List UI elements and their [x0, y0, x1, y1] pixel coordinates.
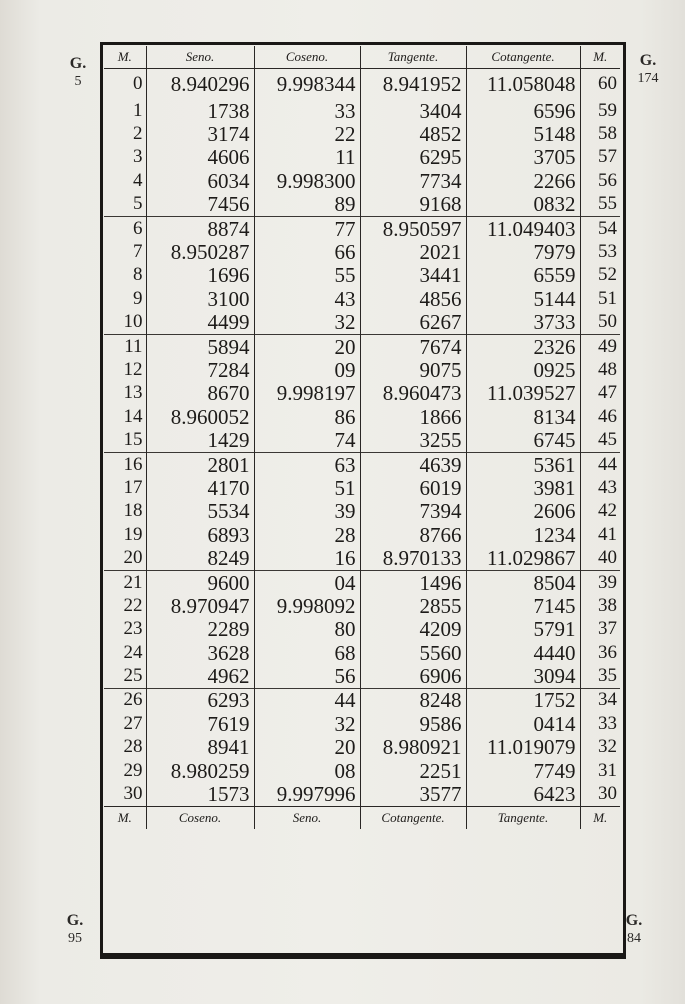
value-cell: 3441 [360, 264, 466, 287]
table-row [104, 193, 620, 217]
table-row [104, 264, 620, 287]
table-row [104, 216, 620, 240]
minute-cell: 40 [598, 547, 617, 569]
value-cell: 6019 [360, 476, 466, 499]
value-cell: 8.960052 [146, 405, 254, 428]
minute-cell: 5 [104, 193, 146, 217]
value-cell: 33 [254, 99, 360, 122]
minute-cell: 32 [598, 736, 617, 758]
minute-cell: 12 [104, 358, 146, 381]
minute-cell: 30 [104, 782, 146, 806]
minute-cell: 11 [104, 334, 146, 358]
footer-cell: Seno. [254, 806, 360, 829]
footer-cell: M. [104, 806, 146, 829]
value-cell: 9075 [360, 358, 466, 381]
value-cell: 5148 [466, 122, 580, 145]
value-cell: 5361 [466, 452, 580, 476]
value-cell: 1429 [146, 428, 254, 452]
margin-number: 174 [637, 71, 659, 86]
value-cell: 3628 [146, 641, 254, 664]
value-cell: 56 [254, 664, 360, 688]
minute-cell: 28 [104, 736, 146, 759]
table-row [104, 641, 620, 664]
minute-cell: 10 [104, 311, 146, 335]
minute-cell: 3 [104, 146, 146, 169]
table-row [104, 546, 620, 570]
minute-cell: 23 [104, 618, 146, 641]
minute-cell: 25 [104, 664, 146, 688]
minute-cell: 20 [104, 546, 146, 570]
value-cell: 11 [254, 146, 360, 169]
value-cell: 3255 [360, 428, 466, 452]
minute-cell: 16 [104, 452, 146, 476]
table-row [104, 736, 620, 759]
minute-cell: 36 [598, 641, 617, 663]
value-cell: 6295 [360, 146, 466, 169]
value-cell: 1496 [360, 570, 466, 594]
table-row [104, 358, 620, 381]
margin-note-bottom-left [55, 912, 95, 948]
minute-cell: 59 [598, 99, 617, 121]
value-cell: 2606 [466, 500, 580, 523]
value-cell: 8.970947 [146, 594, 254, 617]
minute-cell: 14 [104, 405, 146, 428]
table-row [104, 570, 620, 594]
table-row [104, 428, 620, 452]
minute-cell: 18 [104, 500, 146, 523]
value-cell: 4440 [466, 641, 580, 664]
table-row [104, 618, 620, 641]
value-cell: 9.998092 [254, 594, 360, 617]
table-row [104, 69, 620, 100]
value-cell: 09 [254, 358, 360, 381]
table-row [104, 688, 620, 712]
value-cell: 08 [254, 759, 360, 782]
value-cell: 5894 [146, 334, 254, 358]
minute-cell: 30 [598, 783, 617, 805]
value-cell: 04 [254, 570, 360, 594]
value-cell: 8.980259 [146, 759, 254, 782]
minute-cell: 56 [598, 169, 617, 191]
value-cell: 6596 [466, 99, 580, 122]
value-cell: 11.058048 [466, 69, 580, 100]
value-cell: 5791 [466, 618, 580, 641]
margin-letter: G. [625, 912, 643, 929]
value-cell: 89 [254, 193, 360, 217]
value-cell: 86 [254, 405, 360, 428]
value-cell: 8.950597 [360, 216, 466, 240]
minute-cell: 1 [104, 99, 146, 122]
minute-cell: 47 [598, 382, 617, 404]
margin-letter: G. [639, 52, 657, 69]
minute-cell: 60 [598, 73, 617, 94]
value-cell: 32 [254, 311, 360, 335]
value-cell: 8.940296 [146, 69, 254, 100]
table-row [104, 452, 620, 476]
value-cell: 4499 [146, 311, 254, 335]
value-cell: 9168 [360, 193, 466, 217]
minute-cell: 39 [580, 570, 620, 594]
value-cell: 3174 [146, 122, 254, 145]
value-cell: 4606 [146, 146, 254, 169]
value-cell: 7456 [146, 193, 254, 217]
value-cell: 3094 [466, 664, 580, 688]
value-cell: 8248 [360, 688, 466, 712]
value-cell: 6906 [360, 664, 466, 688]
minute-cell: 42 [598, 500, 617, 522]
minute-cell: 51 [598, 287, 617, 309]
header-cell: Cotangente. [466, 46, 580, 69]
value-cell: 6423 [466, 782, 580, 806]
value-cell: 8.941952 [360, 69, 466, 100]
minute-cell: 49 [580, 334, 620, 358]
minute-cell: 9 [104, 287, 146, 310]
minute-cell: 55 [598, 193, 617, 215]
minute-cell: 31 [598, 759, 617, 781]
minute-cell: 43 [598, 476, 617, 498]
minute-cell: 52 [598, 264, 617, 286]
value-cell: 68 [254, 641, 360, 664]
minute-cell: 15 [104, 428, 146, 452]
value-cell: 2251 [360, 759, 466, 782]
minute-cell: 58 [598, 123, 617, 145]
margin-letter: G. [66, 912, 84, 929]
value-cell: 16 [254, 546, 360, 570]
table-row [104, 712, 620, 735]
value-cell: 77 [254, 216, 360, 240]
footer-row [104, 806, 620, 829]
value-cell: 7145 [466, 594, 580, 617]
value-cell: 2021 [360, 240, 466, 263]
value-cell: 51 [254, 476, 360, 499]
table-row [104, 146, 620, 169]
minute-cell: 8 [104, 264, 146, 287]
value-cell: 9.998300 [254, 169, 360, 192]
value-cell: 8.970133 [360, 546, 466, 570]
minute-cell: 21 [104, 570, 146, 594]
value-cell: 7734 [360, 169, 466, 192]
value-cell: 8249 [146, 546, 254, 570]
table-row [104, 500, 620, 523]
value-cell: 1696 [146, 264, 254, 287]
table-row [104, 594, 620, 617]
value-cell: 55 [254, 264, 360, 287]
value-cell: 4170 [146, 476, 254, 499]
minute-cell: 13 [104, 382, 146, 405]
header-cell: Seno. [146, 46, 254, 69]
minute-cell: 41 [598, 523, 617, 545]
value-cell: 3404 [360, 99, 466, 122]
table-body [104, 69, 620, 807]
minute-cell: 27 [104, 712, 146, 735]
value-cell: 7284 [146, 358, 254, 381]
minute-cell: 53 [598, 241, 617, 263]
value-cell: 4962 [146, 664, 254, 688]
log-table [104, 46, 620, 829]
value-cell: 4852 [360, 122, 466, 145]
value-cell: 2801 [146, 452, 254, 476]
value-cell: 1573 [146, 782, 254, 806]
value-cell: 0414 [466, 712, 580, 735]
header-cell: M. [104, 46, 146, 69]
value-cell: 20 [254, 334, 360, 358]
value-cell: 0925 [466, 358, 580, 381]
value-cell: 6745 [466, 428, 580, 452]
minute-cell: 4 [104, 169, 146, 192]
value-cell: 8.950287 [146, 240, 254, 263]
value-cell: 7619 [146, 712, 254, 735]
value-cell: 32 [254, 712, 360, 735]
table-row [104, 311, 620, 335]
margin-note-top-left [58, 55, 98, 91]
minute-cell: 46 [598, 405, 617, 427]
value-cell: 4209 [360, 618, 466, 641]
value-cell: 7749 [466, 759, 580, 782]
value-cell: 5534 [146, 500, 254, 523]
value-cell: 8.980921 [360, 736, 466, 759]
value-cell: 11.029867 [466, 546, 580, 570]
value-cell: 66 [254, 240, 360, 263]
value-cell: 3705 [466, 146, 580, 169]
minute-cell: 48 [598, 358, 617, 380]
value-cell: 9600 [146, 570, 254, 594]
table-row [104, 240, 620, 263]
minute-cell: 22 [104, 594, 146, 617]
value-cell: 2326 [466, 334, 580, 358]
value-cell: 3100 [146, 287, 254, 310]
table-row [104, 287, 620, 310]
footer-cell: Cotangente. [360, 806, 466, 829]
minute-cell: 34 [580, 688, 620, 712]
minute-cell: 19 [104, 523, 146, 546]
value-cell: 6893 [146, 523, 254, 546]
table-row [104, 122, 620, 145]
value-cell: 5144 [466, 287, 580, 310]
minute-cell: 17 [104, 476, 146, 499]
table-row [104, 664, 620, 688]
minute-cell: 2 [104, 122, 146, 145]
table-row [104, 99, 620, 122]
value-cell: 20 [254, 736, 360, 759]
minute-cell: 54 [580, 216, 620, 240]
value-cell: 6034 [146, 169, 254, 192]
value-cell: 8874 [146, 216, 254, 240]
minute-cell: 26 [104, 688, 146, 712]
value-cell: 63 [254, 452, 360, 476]
value-cell: 9.997996 [254, 782, 360, 806]
minute-cell: 24 [104, 641, 146, 664]
minute-cell: 57 [598, 146, 617, 168]
value-cell: 9586 [360, 712, 466, 735]
value-cell: 4639 [360, 452, 466, 476]
minute-cell: 38 [598, 594, 617, 616]
value-cell: 7979 [466, 240, 580, 263]
value-cell: 2289 [146, 618, 254, 641]
margin-letter: G. [69, 55, 87, 72]
value-cell: 39 [254, 500, 360, 523]
value-cell: 11.039527 [466, 382, 580, 405]
value-cell: 11.019079 [466, 736, 580, 759]
value-cell: 8766 [360, 523, 466, 546]
minute-cell: 6 [104, 216, 146, 240]
value-cell: 6293 [146, 688, 254, 712]
value-cell: 3733 [466, 311, 580, 335]
table-row [104, 782, 620, 806]
value-cell: 74 [254, 428, 360, 452]
minute-cell: 35 [598, 665, 617, 687]
value-cell: 2266 [466, 169, 580, 192]
header-cell: M. [580, 46, 620, 69]
value-cell: 8134 [466, 405, 580, 428]
minute-cell: 7 [104, 240, 146, 263]
header-cell: Coseno. [254, 46, 360, 69]
value-cell: 9.998197 [254, 382, 360, 405]
minute-cell: 45 [598, 429, 617, 451]
value-cell: 7674 [360, 334, 466, 358]
table-row [104, 523, 620, 546]
value-cell: 4856 [360, 287, 466, 310]
value-cell: 11.049403 [466, 216, 580, 240]
value-cell: 2855 [360, 594, 466, 617]
margin-number: 84 [627, 931, 641, 946]
margin-number: 5 [74, 74, 82, 89]
value-cell: 1752 [466, 688, 580, 712]
table-row [104, 382, 620, 405]
value-cell: 3981 [466, 476, 580, 499]
minute-cell: 33 [598, 712, 617, 734]
value-cell: 7394 [360, 500, 466, 523]
minute-cell: 44 [580, 452, 620, 476]
value-cell: 6559 [466, 264, 580, 287]
value-cell: 44 [254, 688, 360, 712]
table-row [104, 405, 620, 428]
value-cell: 8.960473 [360, 382, 466, 405]
minute-cell: 37 [598, 618, 617, 640]
footer-cell: Coseno. [146, 806, 254, 829]
value-cell: 3577 [360, 782, 466, 806]
minute-cell: 29 [104, 759, 146, 782]
value-cell: 43 [254, 287, 360, 310]
table-row [104, 476, 620, 499]
header-cell: Tangente. [360, 46, 466, 69]
footer-cell: Tangente. [466, 806, 580, 829]
margin-number: 95 [68, 931, 82, 946]
minute-cell: 0 [104, 69, 146, 100]
table-row [104, 759, 620, 782]
value-cell: 8670 [146, 382, 254, 405]
value-cell: 9.998344 [254, 69, 360, 100]
footer-cell: M. [580, 806, 620, 829]
value-cell: 80 [254, 618, 360, 641]
value-cell: 22 [254, 122, 360, 145]
value-cell: 8941 [146, 736, 254, 759]
header-row [104, 46, 620, 69]
value-cell: 5560 [360, 641, 466, 664]
value-cell: 8504 [466, 570, 580, 594]
value-cell: 6267 [360, 311, 466, 335]
value-cell: 1738 [146, 99, 254, 122]
value-cell: 28 [254, 523, 360, 546]
value-cell: 0832 [466, 193, 580, 217]
minute-cell: 50 [598, 311, 617, 333]
table-row [104, 334, 620, 358]
margin-note-top-right [628, 52, 668, 88]
value-cell: 1234 [466, 523, 580, 546]
value-cell: 1866 [360, 405, 466, 428]
table-row [104, 169, 620, 192]
